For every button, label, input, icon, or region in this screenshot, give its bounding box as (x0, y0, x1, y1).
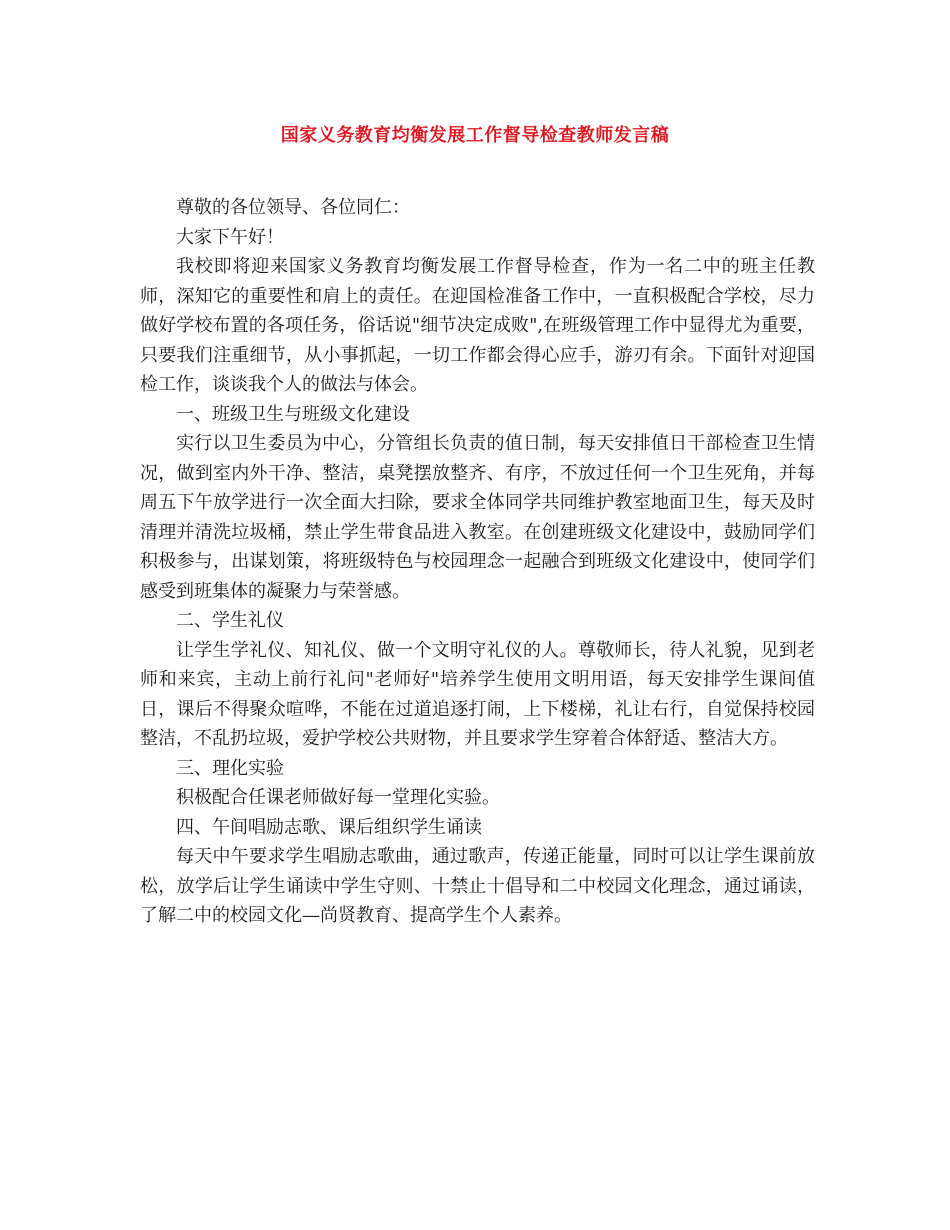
document-body (140, 193, 815, 931)
section-3-paragraph: 积极配合任课老师做好每一堂理化实验。 (176, 787, 500, 808)
section-heading-4: 四、午间唱励志歌、课后组织学生诵读 (176, 816, 482, 838)
greeting: 大家下午好！ (176, 226, 284, 248)
section-4-paragraph: 每天中午要求学生唱励志歌曲，通过歌声，传递正能量，同时可以让学生课前放松，放学后让学生诵读中学生守则、十禁止十倡导和二中校园文化理念，通过诵读，了解二中的校园文化—尚贤教育、提高学生个人素养。 (140, 846, 815, 926)
salutation: 尊敬的各位领导、各位同仁： (176, 197, 410, 218)
section-heading-2: 二、学生礼仪 (176, 610, 284, 631)
document-title: 国家义务教育均衡发展工作督导检查教师发言稿 (280, 125, 670, 146)
intro-paragraph: 我校即将迎来国家义务教育均衡发展工作督导检查，作为一名二中的班主任教师，深知它的重要性和肩上的责任。在迎国检准备工作中，一直积极配合学校，尽力做好学校布置的各项任务，俗话说"细节决定成败",在班级管理工作中显得尤为重要，只要我们注重细节，从小事抓起，一切工作都会得心应手，游刃有余。下面针对迎国检工作，谈谈我个人的做法与体会。 (140, 256, 815, 395)
section-heading-1: 一、班级卫生与班级文化建设 (176, 403, 410, 425)
section-2-paragraph: 让学生学礼仪、知礼仪、做一个文明守礼仪的人。尊敬师长，待人礼貌，见到老师和来宾，主动上前行礼问"老师好"培养学生使用文明用语，每天安排学生课间值日，课后不得聚众喧哗，不能在过道追逐打闹，上下楼梯，礼让右行，自觉保持校园整洁，不乱扔垃圾，爱护学校公共财物，并且要求学生穿着合体舒适、整洁大方。 (140, 639, 815, 749)
section-1-paragraph: 实行以卫生委员为中心，分管组长负责的值日制，每天安排值日干部检查卫生情况，做到室内外干净、整洁，桌凳摆放整齐、有序，不放过任何一个卫生死角，并每周五下午放学进行一次全面大扫除，要求全体同学共同维护教室地面卫生，每天及时清理并清洗垃圾桶，禁止学生带食品进入教室。在创建班级文化建设中，鼓励同学们积极参与，出谋划策，将班级特色与校园理念一起融合到班级文化建设中，使同学们感受到班集体的凝聚力与荣誉感。 (140, 433, 815, 602)
section-heading-3: 三、理化实验 (176, 757, 284, 779)
